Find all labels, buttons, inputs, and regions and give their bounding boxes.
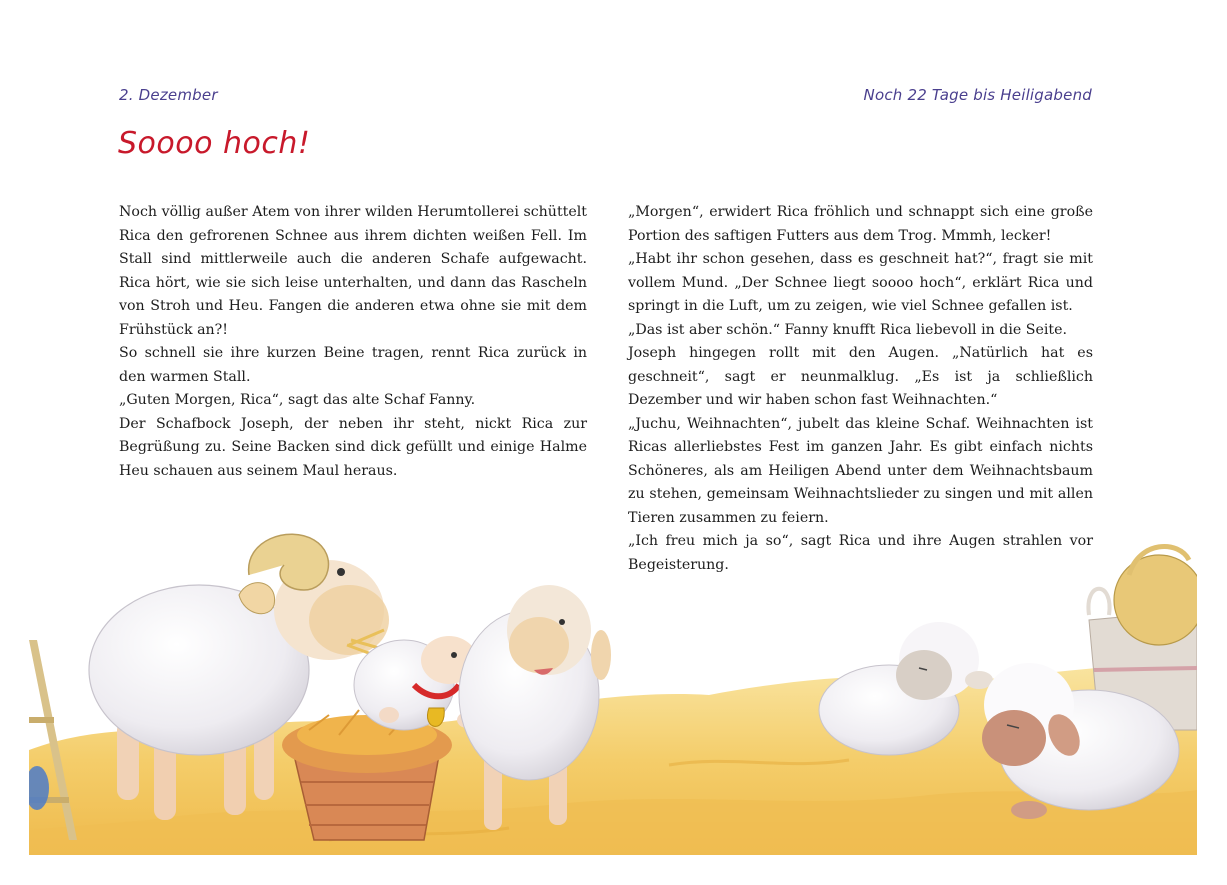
paragraph: „Juchu, Weihnachten“, jubelt das kleine Schaf. Weihnachten ist Ricas allerliebstes Fest im ganzen Jahr. Es gibt einfach nichts Schöneres, als am Heiligen Abend unter dem Weihnachtsbaum zu stehen, gemeinsam Weihnachtslieder zu singen und mit allen Tieren zusammen zu feiern.: [628, 415, 1093, 526]
paragraph: „Habt ihr schon gesehen, dass es geschneit hat?“, fragt sie mit vollem Mund. „Der Schnee liegt soooo hoch“, erklärt Rica und springt in die Luft, um zu zeigen, wie viel Schnee gefallen ist.: [628, 251, 1093, 314]
paragraph: „Das ist aber schön.“ Fanny knufft Rica liebevoll in die Seite.: [628, 321, 1068, 338]
paragraph: „Guten Morgen, Rica“, sagt das alte Schaf Fanny.: [119, 392, 476, 408]
paragraph: So schnell sie ihre kurzen Beine tragen, rennt Rica zurück in den warmen Stall.: [119, 345, 587, 385]
text-column-left: [119, 201, 587, 483]
stable-illustration: [29, 520, 1197, 855]
lamb-rica: [354, 636, 477, 730]
paragraph: „Ich freu mich ja so“, sagt Rica und ihre Augen strahlen vor Begeisterung.: [628, 533, 1093, 573]
paragraph: „Morgen“, erwidert Rica fröhlich und schnappt sich eine große Portion des saftigen Futters aus dem Trog. Mmmh, lecker!: [628, 204, 1093, 244]
paragraph: Der Schafbock Joseph, der neben ihr steht, nickt Rica zur Begrüßung zu. Seine Backen sind dick gefüllt und einige Halme Heu schauen aus seinem Maul heraus.: [119, 415, 587, 479]
paragraph: Joseph hingegen rollt mit den Augen. „Natürlich hat es geschneit“, sagt er neunmalklug. „Es ist ja schließlich Dezember und wir haben schon fast Weihnachten.“: [628, 345, 1093, 408]
chapter-title: Soooo hoch!: [118, 126, 311, 161]
running-head-countdown: Noch 22 Tage bis Heiligabend: [863, 86, 1092, 104]
paragraph: Noch völlig außer Atem von ihrer wilden Herumtollerei schüttelt Rica den gefrorenen Schnee aus ihrem dichten weißen Fell. Im Stall sind mittlerweile auch die anderen Schafe aufgewacht. Rica hört, wie sie sich leise unterhalten, und dann das Rascheln von Stroh und Heu. Fangen die anderen etwa ohne sie mit dem Frühstück an?!: [119, 204, 587, 338]
running-head-date: 2. Dezember: [119, 86, 218, 104]
